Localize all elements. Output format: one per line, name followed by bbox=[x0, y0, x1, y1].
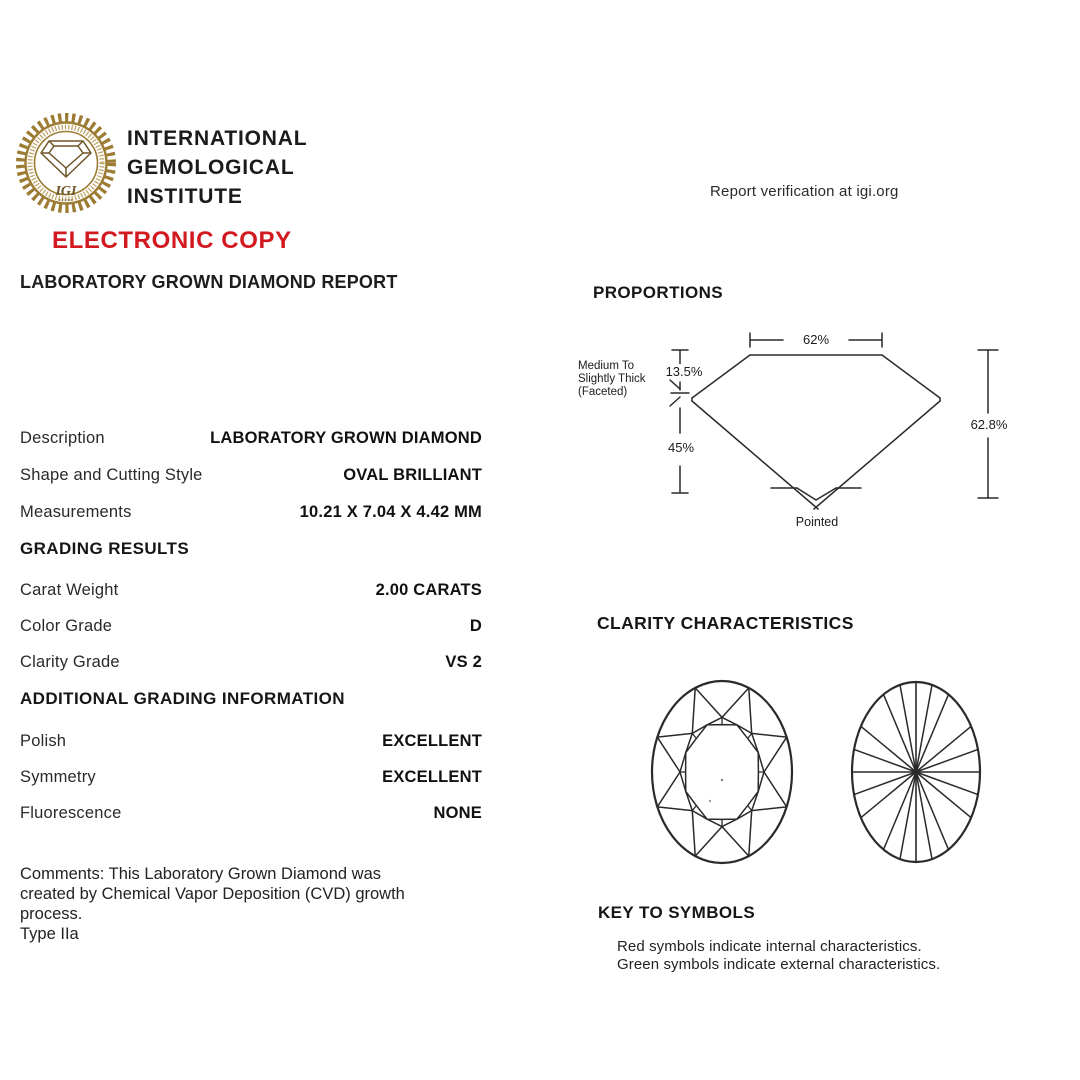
clarity-heading: CLARITY CHARACTERISTICS bbox=[597, 613, 854, 633]
field-value: 2.00 CARATS bbox=[375, 581, 482, 599]
field-label: Color Grade bbox=[20, 617, 113, 635]
institute-name-line1: INTERNATIONAL bbox=[127, 127, 308, 150]
institute-name-line2: GEMOLOGICAL bbox=[127, 156, 295, 179]
diamond-profile-svg bbox=[560, 310, 1020, 540]
field-label: Shape and Cutting Style bbox=[20, 466, 203, 484]
table-percentage: 62% bbox=[792, 332, 840, 347]
pavilion-depth-percentage: 45% bbox=[662, 440, 700, 455]
logo-monogram: IGI bbox=[55, 184, 77, 199]
field-label: Measurements bbox=[20, 503, 132, 521]
key-line-internal: Red symbols indicate internal characteristics. bbox=[617, 938, 922, 955]
field-value: VS 2 bbox=[445, 653, 482, 671]
key-line-external: Green symbols indicate external characteristics. bbox=[617, 956, 941, 973]
comments-line: process. bbox=[20, 905, 83, 923]
comments-type-line: Type IIa bbox=[20, 925, 79, 943]
field-row-symmetry bbox=[20, 768, 482, 787]
key-to-symbols-heading: KEY TO SYMBOLS bbox=[598, 903, 756, 922]
report-verification-text: Report verification at igi.org bbox=[710, 183, 899, 200]
girdle-line: Slightly Thick bbox=[578, 373, 646, 385]
proportions-diagram bbox=[560, 310, 1020, 540]
field-row-shape bbox=[20, 466, 482, 485]
additional-grading-heading: ADDITIONAL GRADING INFORMATION bbox=[20, 689, 345, 708]
field-label: Description bbox=[20, 429, 105, 447]
institute-name bbox=[127, 124, 307, 211]
culet-label: Pointed bbox=[795, 515, 839, 529]
comments-line: Comments: This Laboratory Grown Diamond was bbox=[20, 865, 382, 883]
field-value: EXCELLENT bbox=[382, 768, 482, 786]
field-label: Carat Weight bbox=[20, 581, 119, 599]
clarity-plot-diagrams bbox=[560, 660, 1020, 880]
field-row-carat-weight bbox=[20, 581, 482, 600]
field-label: Clarity Grade bbox=[20, 653, 120, 671]
key-to-symbols-text bbox=[617, 938, 940, 974]
girdle-description bbox=[578, 360, 664, 399]
field-row-description bbox=[20, 429, 482, 448]
electronic-copy-stamp: ELECTRONIC COPY bbox=[52, 227, 292, 254]
girdle-line: (Faceted) bbox=[578, 386, 628, 398]
field-row-polish bbox=[20, 732, 482, 751]
field-row-measurements bbox=[20, 503, 482, 522]
total-depth-percentage: 62.8% bbox=[966, 417, 1012, 432]
field-label: Fluorescence bbox=[20, 804, 122, 822]
girdle-line: Medium To bbox=[578, 360, 635, 372]
field-row-fluorescence bbox=[20, 804, 482, 823]
institute-name-line3: INSTITUTE bbox=[127, 185, 243, 208]
field-label: Symmetry bbox=[20, 768, 96, 786]
field-value: LABORATORY GROWN DIAMOND bbox=[210, 429, 482, 447]
field-value: EXCELLENT bbox=[382, 732, 482, 750]
field-value: D bbox=[469, 617, 482, 635]
field-value: OVAL BRILLIANT bbox=[343, 466, 482, 484]
grading-results-heading: GRADING RESULTS bbox=[20, 539, 190, 558]
comments-block bbox=[20, 864, 490, 944]
proportions-heading: PROPORTIONS bbox=[593, 283, 724, 302]
field-row-clarity-grade bbox=[20, 653, 482, 672]
field-value: NONE bbox=[433, 804, 482, 822]
field-label: Polish bbox=[20, 732, 67, 750]
clarity-ovals-svg bbox=[560, 660, 1020, 880]
comments-line: created by Chemical Vapor Deposition (CVD) growth bbox=[20, 885, 405, 903]
field-row-color-grade bbox=[20, 617, 482, 636]
field-value: 10.21 X 7.04 X 4.42 MM bbox=[299, 503, 482, 521]
crown-height-percentage: 13.5% bbox=[662, 364, 706, 379]
igi-seal-logo bbox=[12, 111, 120, 217]
report-title: LABORATORY GROWN DIAMOND REPORT bbox=[20, 272, 398, 292]
